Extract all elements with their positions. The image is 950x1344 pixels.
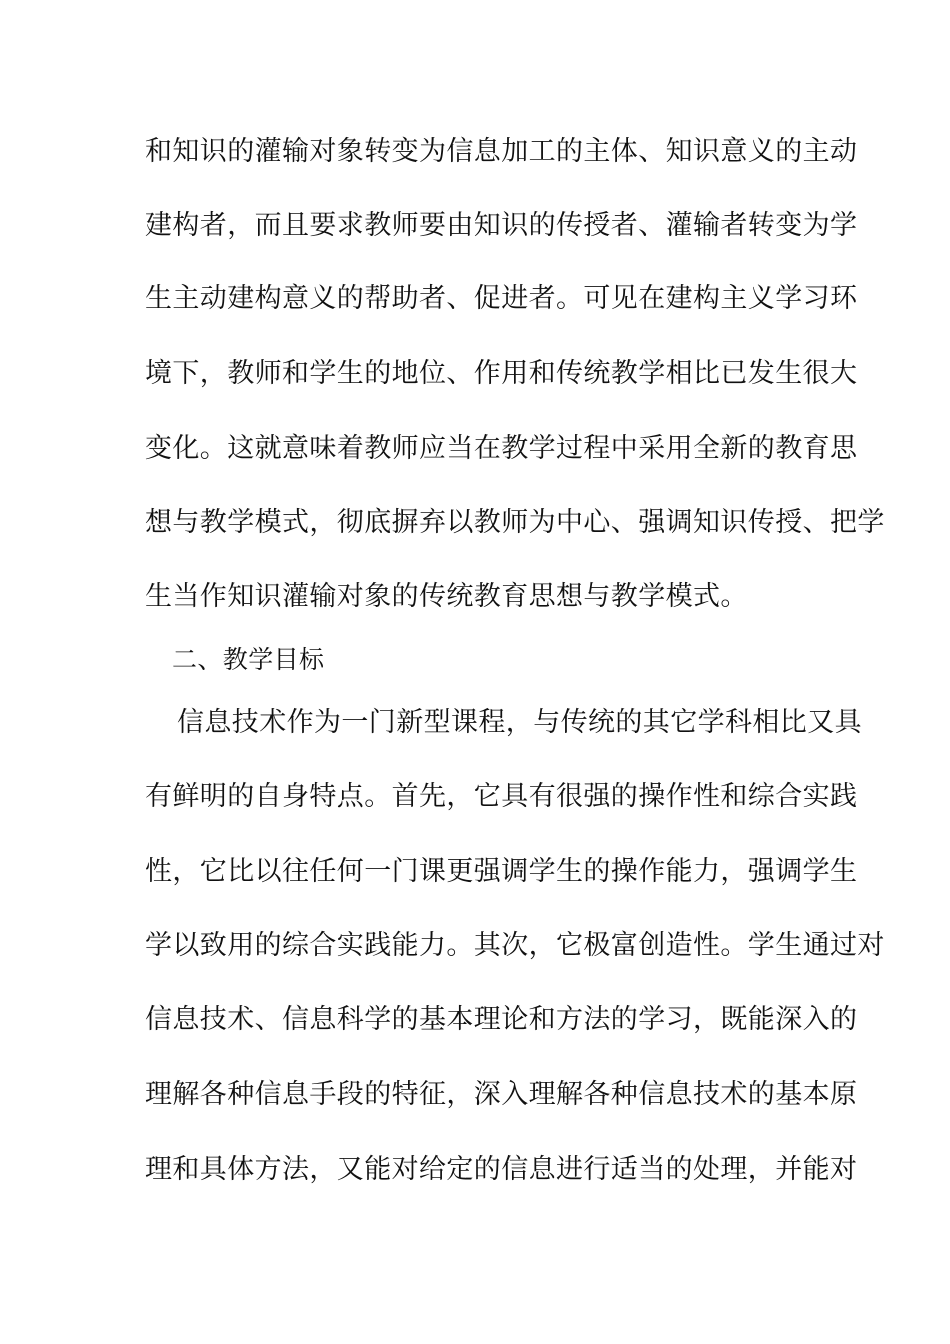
paragraph-2-line-7: 理和具体方法，又能对给定的信息进行适当的处理，并能对 xyxy=(145,1154,858,1185)
paragraph-1-line-3: 生主动建构意义的帮助者、促进者。可见在建构主义学习环 xyxy=(145,283,858,314)
paragraph-2-line-3: 性，它比以往任何一门课更强调学生的操作能力，强调学生 xyxy=(145,856,858,887)
paragraph-1-line-1: 和知识的灌输对象转变为信息加工的主体、知识意义的主动 xyxy=(145,136,858,167)
section-heading: 二、教学目标 xyxy=(172,645,325,674)
paragraph-1-line-4: 境下，教师和学生的地位、作用和传统教学相比已发生很大 xyxy=(145,358,858,389)
paragraph-2-line-1: 信息技术作为一门新型课程，与传统的其它学科相比又具 xyxy=(177,707,862,738)
paragraph-1-line-7: 生当作知识灌输对象的传统教育思想与教学模式。 xyxy=(145,581,748,612)
paragraph-2-line-6: 理解各种信息手段的特征，深入理解各种信息技术的基本原 xyxy=(145,1079,858,1110)
paragraph-2-line-4: 学以致用的综合实践能力。其次，它极富创造性。学生通过对 xyxy=(145,930,885,961)
paragraph-1-line-6: 想与教学模式，彻底摒弃以教师为中心、强调知识传授、把学 xyxy=(145,507,885,538)
paragraph-2-line-2: 有鲜明的自身特点。首先，它具有很强的操作性和综合实践 xyxy=(145,781,858,812)
paragraph-2-line-5: 信息技术、信息科学的基本理论和方法的学习，既能深入的 xyxy=(145,1004,858,1035)
paragraph-1-line-5: 变化。这就意味着教师应当在教学过程中采用全新的教育思 xyxy=(145,433,858,464)
paragraph-1-line-2: 建构者，而且要求教师要由知识的传授者、灌输者转变为学 xyxy=(145,210,858,241)
